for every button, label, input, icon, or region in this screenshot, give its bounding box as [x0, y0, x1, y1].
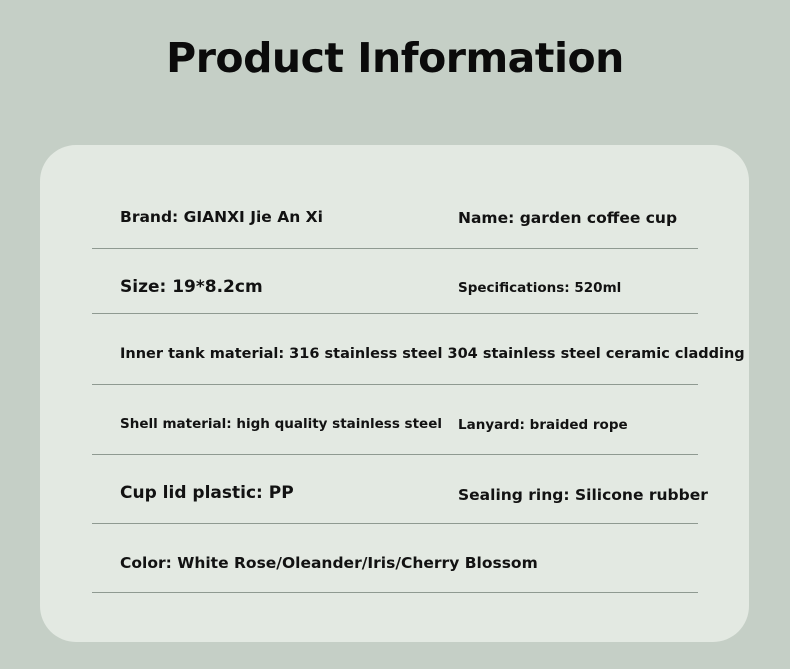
info-row-brand — [92, 185, 698, 249]
info-row-lid — [92, 454, 708, 524]
size-text: Size: 19*8.2cm — [120, 277, 263, 297]
brand-text: Brand: GIANXI Jie An Xi — [120, 208, 323, 226]
product-info-card — [40, 145, 749, 642]
name-text: Name: garden coffee cup — [458, 209, 678, 227]
specifications-text: Specifications: 520ml — [458, 280, 622, 296]
info-row-color — [92, 523, 698, 593]
color-text: Color: White Rose/Oleander/Iris/Cherry Blossom — [120, 554, 538, 572]
cup-lid-text: Cup lid plastic: PP — [120, 483, 294, 503]
page-title: Product Information — [166, 34, 624, 82]
inner-tank-material-text: Inner tank material: 316 stainless steel 304 stainless steel ceramic cladding — [120, 346, 745, 362]
info-row-inner-tank — [92, 313, 745, 385]
shell-material-text: Shell material: high quality stainless steel — [120, 416, 442, 432]
info-row-size — [92, 248, 698, 314]
sealing-ring-text: Sealing ring: Silicone rubber — [458, 486, 708, 504]
info-row-shell — [92, 384, 698, 455]
lanyard-text: Lanyard: braided rope — [458, 417, 628, 433]
